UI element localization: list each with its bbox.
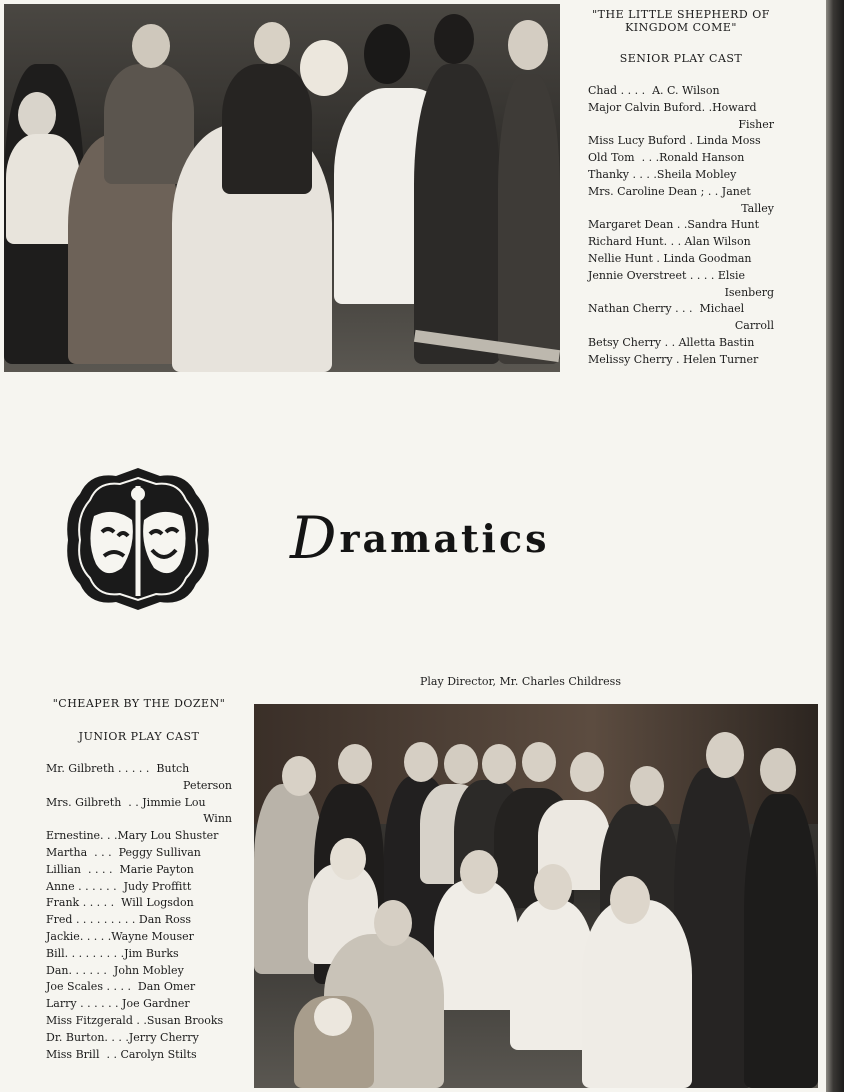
cast-line: Larry . . . . . . Joe Gardner bbox=[46, 997, 190, 1011]
cast-line: Mrs. Gilbreth . . Jimmie Lou bbox=[46, 795, 206, 809]
cast-line: Frank . . . . . Will Logsdon bbox=[46, 896, 194, 910]
cast-line: Mr. Gilbreth . . . . . Butch bbox=[46, 762, 190, 775]
cast-line: Dan. . . . . . John Mobley bbox=[46, 963, 184, 977]
cast-line: Jennie Overstreet . . . . Elsie bbox=[588, 268, 746, 282]
section-title-initial: D bbox=[290, 504, 340, 572]
theatre-masks-emblem-icon bbox=[62, 464, 214, 614]
play-director-caption: Play Director, Mr. Charles Childress bbox=[420, 675, 621, 688]
cast-line: Jackie. . . . .Wayne Mouser bbox=[46, 929, 194, 943]
cast-line-continued: Isenberg bbox=[724, 285, 774, 299]
cast-line: Dr. Burton. . . .Jerry Cherry bbox=[46, 1030, 199, 1044]
cast-line-continued: Fisher bbox=[738, 117, 774, 131]
cast-line: Miss Lucy Buford . Linda Moss bbox=[588, 134, 761, 148]
senior-play-title-cont: KINGDOM COME" bbox=[625, 21, 737, 34]
senior-cast-photo bbox=[4, 4, 560, 372]
binding-shadow bbox=[826, 0, 844, 1092]
cast-line-continued: Winn bbox=[203, 812, 232, 826]
cast-line: Richard Hunt. . . Alan Wilson bbox=[588, 235, 751, 249]
cast-line: Margaret Dean . .Sandra Hunt bbox=[588, 218, 760, 232]
cast-line: Miss Brill . . Carolyn Stilts bbox=[46, 1047, 197, 1061]
cast-line: Melissy Cherry . Helen Turner bbox=[588, 352, 759, 366]
cast-line: Fred . . . . . . . . . Dan Ross bbox=[46, 913, 192, 927]
junior-play-subtitle: JUNIOR PLAY CAST bbox=[78, 730, 200, 743]
cast-line: Miss Fitzgerald . .Susan Brooks bbox=[46, 1013, 224, 1027]
cast-line: Nellie Hunt . Linda Goodman bbox=[588, 251, 752, 265]
cast-line: Joe Scales . . . . Dan Omer bbox=[46, 980, 196, 994]
cast-line: Major Calvin Buford. .Howard bbox=[588, 100, 757, 114]
cast-line: Thanky . . . .Sheila Mobley bbox=[588, 167, 737, 181]
junior-play-title: "CHEAPER BY THE DOZEN" bbox=[52, 697, 226, 710]
cast-line: Mrs. Caroline Dean ; . . Janet bbox=[588, 184, 751, 198]
senior-play-subtitle: SENIOR PLAY CAST bbox=[619, 52, 743, 65]
cast-line: Martha . . . Peggy Sullivan bbox=[46, 845, 201, 859]
cast-line: Lillian . . . . Marie Payton bbox=[46, 862, 194, 876]
cast-line-continued: Peterson bbox=[183, 778, 232, 792]
cast-line: Old Tom . . .Ronald Hanson bbox=[588, 151, 745, 165]
section-title-rest: ramatics bbox=[339, 516, 550, 561]
cast-line: Chad . . . . A. C. Wilson bbox=[588, 84, 720, 97]
cast-line-continued: Carroll bbox=[734, 319, 774, 333]
cast-line: Bill. . . . . . . . .Jim Burks bbox=[46, 946, 179, 960]
junior-cast-list bbox=[46, 697, 232, 1063]
cast-line: Nathan Cherry . . . Michael bbox=[588, 302, 745, 316]
senior-play-title: "THE LITTLE SHEPHERD OF bbox=[592, 8, 770, 21]
cast-line: Ernestine. . .Mary Lou Shuster bbox=[46, 829, 219, 843]
cast-line: Anne . . . . . . Judy Proffitt bbox=[46, 879, 192, 893]
junior-cast-photo bbox=[254, 704, 818, 1088]
cast-line-continued: Talley bbox=[741, 201, 774, 215]
senior-cast-list bbox=[588, 8, 774, 369]
section-title bbox=[290, 498, 550, 572]
cast-line: Betsy Cherry . . Alletta Bastin bbox=[588, 335, 755, 349]
